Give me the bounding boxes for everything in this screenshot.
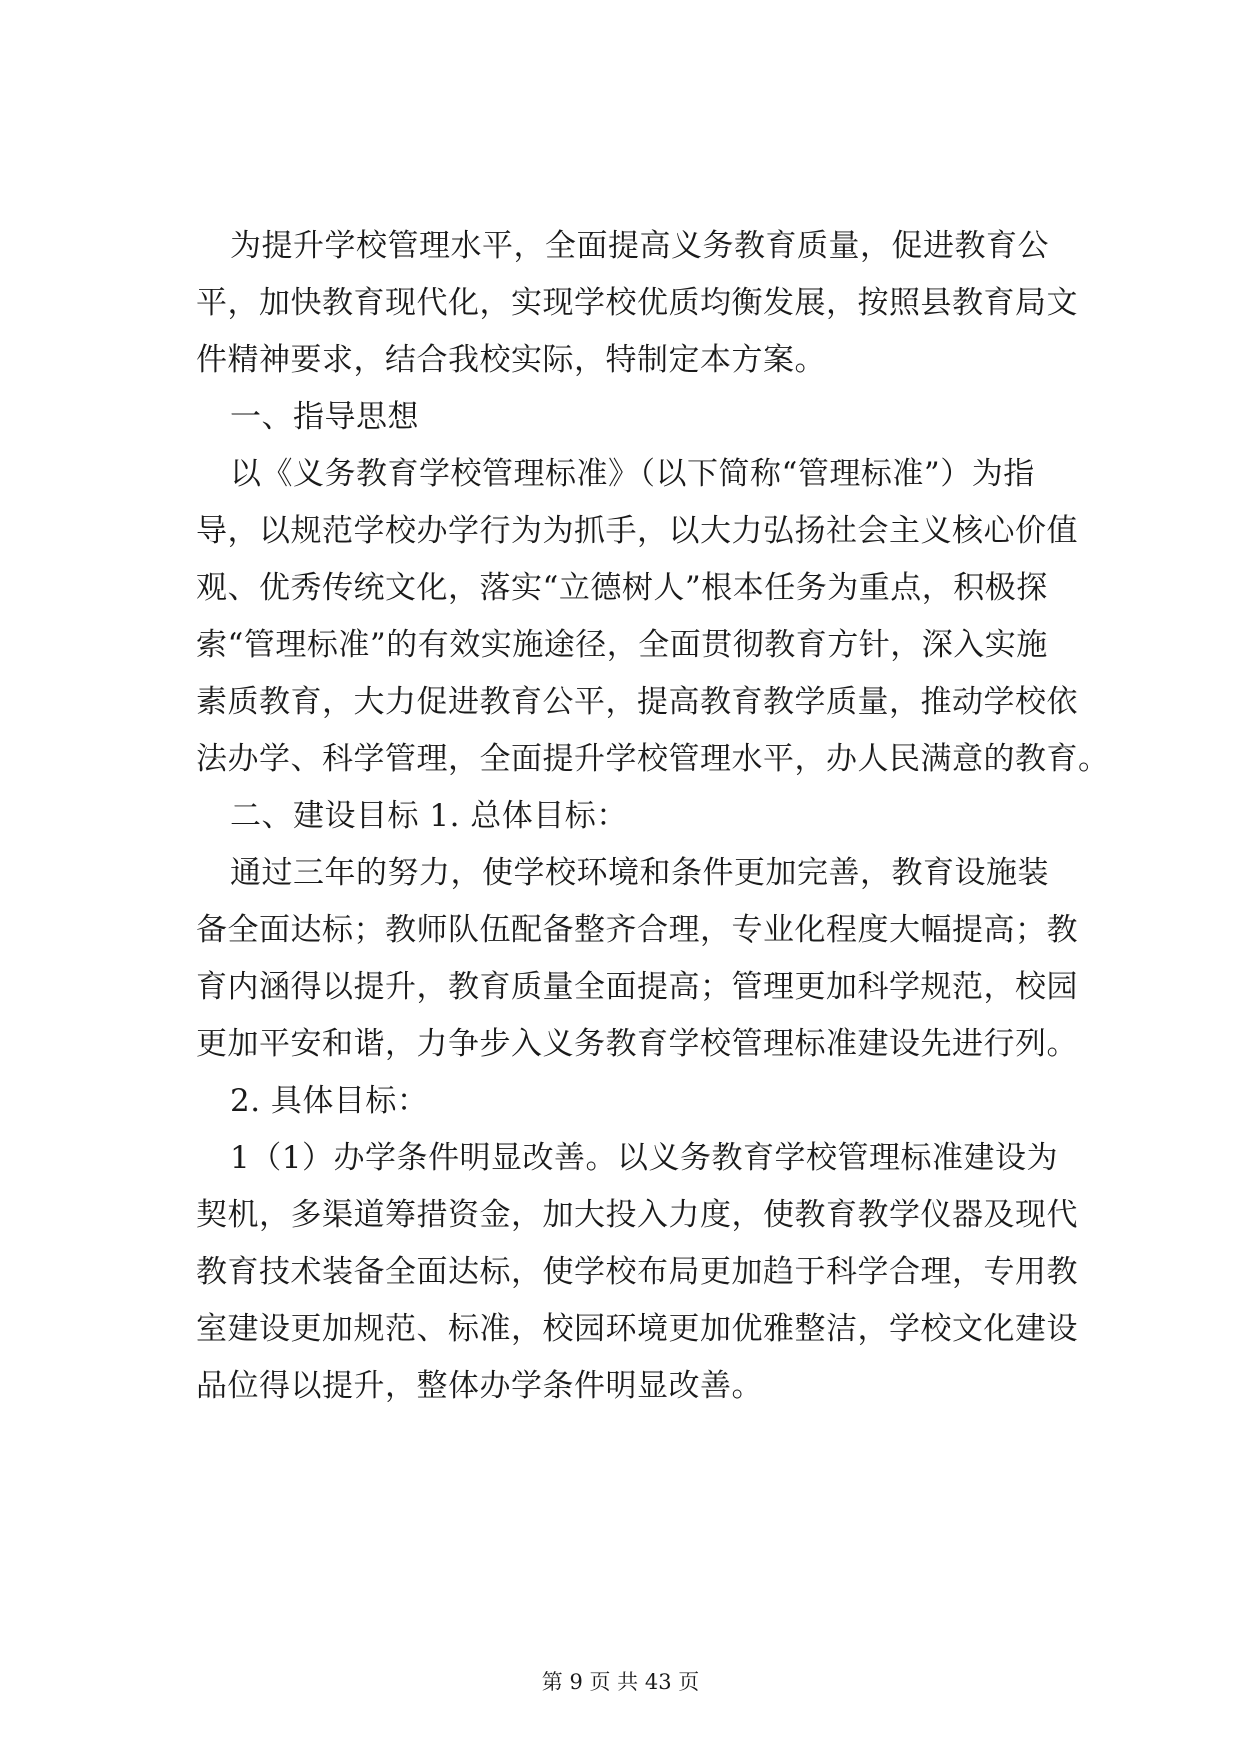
text-line: 观、优秀传统文化，落实“立德树人”根本任务为重点，积极探 [196,570,1048,606]
text-line: 备全面达标；教师队伍配备整齐合理，专业化程度大幅提高；教 [196,912,1078,948]
text-line: 育内涵得以提升，教育质量全面提高；管理更加科学规范，校园 [196,969,1078,1005]
text-line: 素质教育，大力促进教育公平，提高教育教学质量，推动学校依 [196,684,1078,720]
text-line: 平，加快教育现代化，实现学校优质均衡发展，按照县教育局文 [196,285,1078,321]
text-line: 件精神要求，结合我校实际，特制定本方案。 [196,342,826,378]
text-line: 品位得以提升，整体办学条件明显改善。 [196,1368,763,1404]
text-line: 索“管理标准”的有效实施途径，全面贯彻教育方针，深入实施 [196,627,1048,663]
section-heading: 二、建设目标 1. 总体目标： [230,798,628,834]
subsection-heading: 2. 具体目标： [230,1083,429,1119]
page-number-footer: 第 9 页 共 43 页 [541,1670,700,1694]
text-line: 更加平安和谐，力争步入义务教育学校管理标准建设先进行列。 [196,1026,1078,1062]
text-line: 为提升学校管理水平，全面提高义务教育质量，促进教育公 [230,228,1049,264]
text-line: 契机，多渠道筹措资金，加大投入力度，使教育教学仪器及现代 [196,1197,1078,1233]
section-heading: 一、指导思想 [230,399,419,435]
text-line: 通过三年的努力，使学校环境和条件更加完善，教育设施装 [230,855,1049,891]
text-line: 导，以规范学校办学行为为抓手，以大力弘扬社会主义核心价值 [196,513,1078,549]
text-line: 以《义务教育学校管理标准》（以下简称“管理标准”）为指 [230,456,1035,492]
text-line: 教育技术装备全面达标，使学校布局更加趋于科学合理，专用教 [196,1254,1078,1290]
text-line: 1（1）办学条件明显改善。以义务教育学校管理标准建设为 [230,1140,1058,1176]
text-line: 法办学、科学管理，全面提升学校管理水平，办人民满意的教育。 [196,741,1110,777]
text-line: 室建设更加规范、标准，校园环境更加优雅整洁，学校文化建设 [196,1311,1078,1347]
